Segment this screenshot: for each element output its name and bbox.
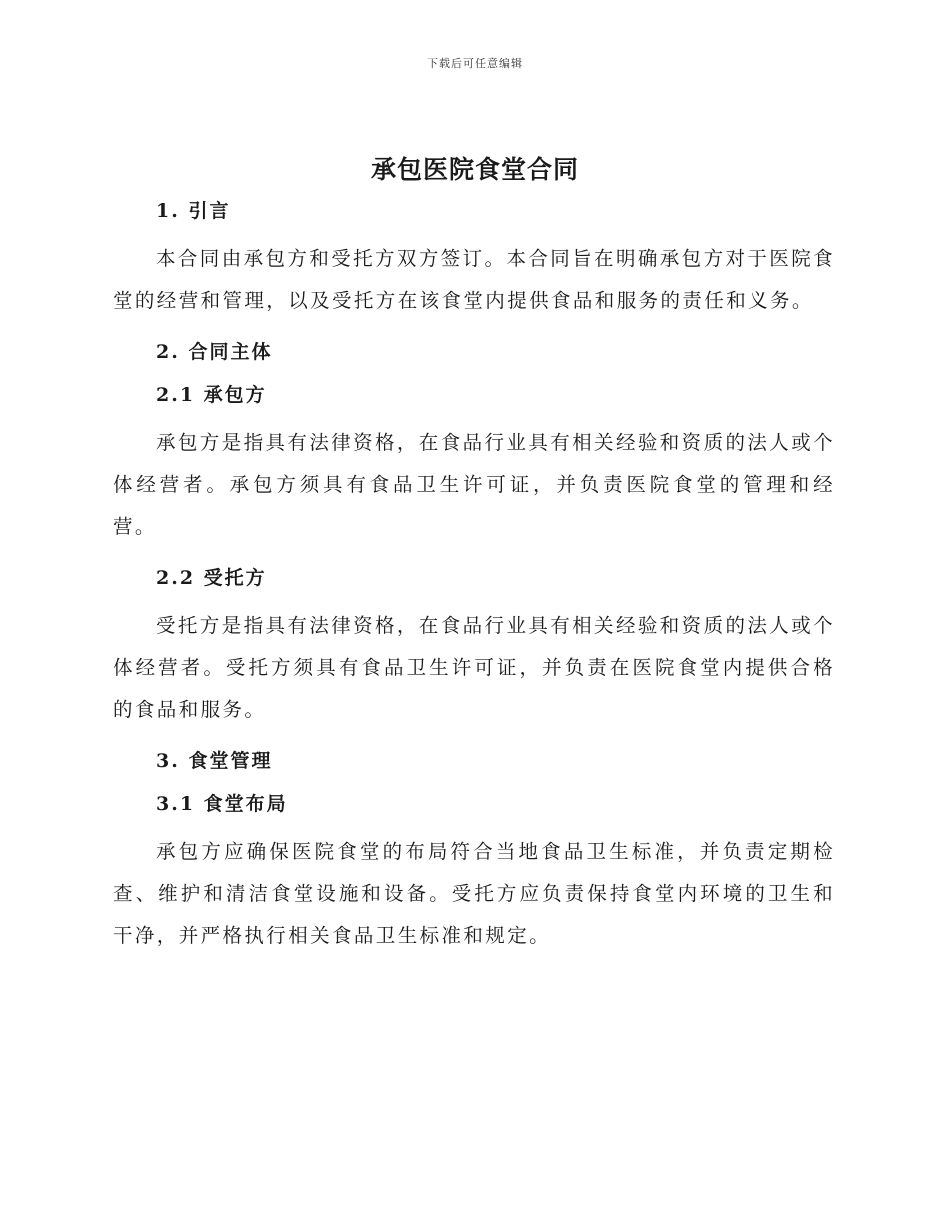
subsection-heading-contractor: 2.1 承包方 — [156, 384, 267, 406]
paragraph-introduction: 本合同由承包方和受托方双方签订。本合同旨在明确承包方对于医院食堂的经营和管理，以及受托方在该食堂内提供食品和服务的责任和义务。 — [113, 247, 835, 312]
section-heading-contract-parties: 2. 合同主体 — [156, 341, 273, 363]
subsection-heading-trustee: 2.2 受托方 — [156, 567, 267, 589]
section-heading-canteen-management: 3. 食堂管理 — [156, 750, 273, 772]
page-header-note: 下载后可任意编辑 — [427, 57, 523, 70]
paragraph-canteen-layout: 承包方应确保医院食堂的布局符合当地食品卫生标准，并负责定期检查、维护和清洁食堂设施和设备。受托方应负责保持食堂内环境的卫生和干净，并严格执行相关食品卫生标准和规定。 — [113, 840, 835, 947]
document-body — [113, 195, 835, 971]
section-heading-introduction: 1. 引言 — [156, 200, 231, 222]
paragraph-trustee: 受托方是指具有法律资格，在食品行业具有相关经验和资质的法人或个体经营者。受托方须具有食品卫生许可证，并负责在医院食堂内提供合格的食品和服务。 — [113, 614, 835, 721]
document-title: 承包医院食堂合同 — [370, 155, 579, 184]
paragraph-contractor: 承包方是指具有法律资格，在食品行业具有相关经验和资质的法人或个体经营者。承包方须具有食品卫生许可证，并负责医院食堂的管理和经营。 — [113, 431, 835, 538]
subsection-heading-canteen-layout: 3.1 食堂布局 — [156, 793, 288, 815]
